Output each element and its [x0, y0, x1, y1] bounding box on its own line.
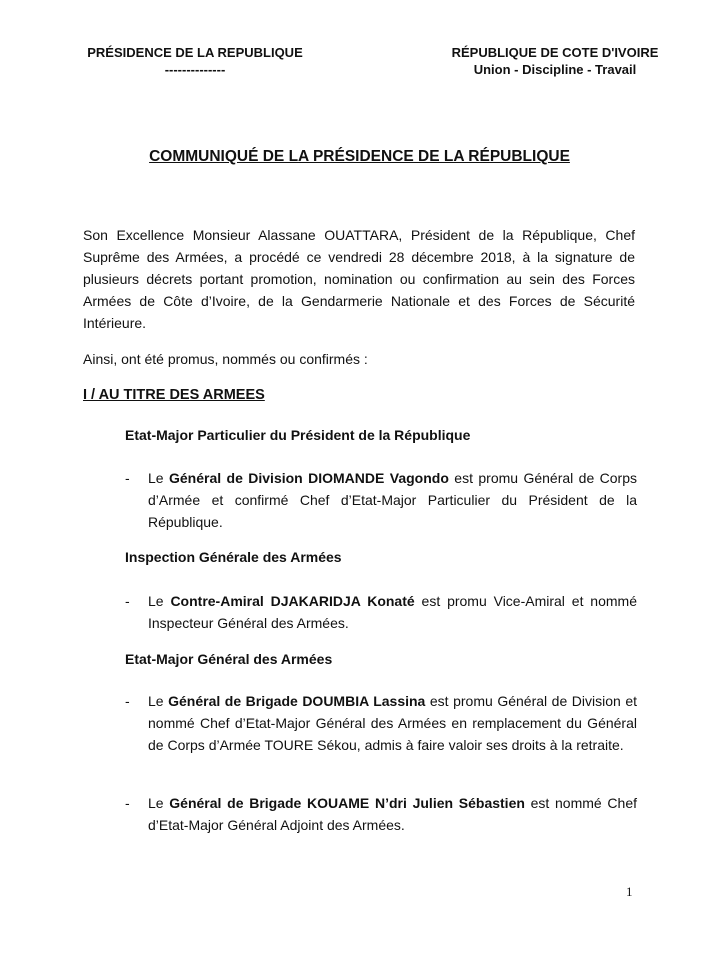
header-right-motto: Union - Discipline - Travail: [473, 62, 637, 77]
list-item-post: est nommé Chef d’Etat-Major Général Adjoint des Armées.: [148, 795, 637, 833]
list-item: [125, 590, 637, 634]
list-item: [125, 690, 637, 756]
list-item-text: [148, 690, 637, 756]
bullet-dash: -: [125, 593, 130, 609]
intro-paragraph: Son Excellence Monsieur Alassane OUATTARA, Président de la République, Chef Suprême des Armées, a procédé ce vendredi 28 décembre 2018, à la signature de plusieurs décrets portant promotion, nomination ou confirmation au sein des Forces Armées de Côte d’Ivoire, de la Gendarmerie Nationale et des Forces de Sécurité Intérieure.: [83, 227, 635, 331]
header-left-title: PRÉSIDENCE DE LA REPUBLIQUE: [87, 45, 303, 60]
list-item-pre: Le: [148, 795, 170, 811]
list-item: [125, 792, 637, 836]
ainsi-paragraph: Ainsi, ont été promus, nommés ou confirmés :: [83, 351, 368, 367]
header-left-rule: --------------: [164, 62, 226, 77]
header-right: [430, 44, 680, 78]
list-item-text: [148, 590, 637, 634]
list-item-pre: Le: [148, 470, 169, 486]
list-item-pre: Le: [148, 593, 171, 609]
list-item-text: [148, 467, 637, 533]
page-number: 1: [626, 884, 633, 899]
subheading-etat-major-general: Etat-Major Général des Armées: [125, 651, 333, 667]
list-item-post: est promu Vice-Amiral et nommé Inspecteur Général des Armées.: [148, 593, 637, 631]
list-item-text: [148, 792, 637, 836]
document-title: COMMUNIQUÉ DE LA PRÉSIDENCE DE LA RÉPUBLIQUE: [149, 148, 570, 165]
header-left: [70, 44, 320, 78]
list-item-name: Général de Brigade KOUAME N’dri Julien Sébastien: [169, 795, 525, 811]
list-item-name: Contre-Amiral DJAKARIDJA Konaté: [170, 593, 415, 609]
header-right-title: RÉPUBLIQUE DE COTE D'IVOIRE: [451, 45, 659, 60]
subheading-etat-major-particulier: Etat-Major Particulier du Président de la République: [125, 427, 471, 443]
bullet-dash: -: [125, 470, 130, 486]
list-item-name: Général de Division DIOMANDE Vagondo: [168, 470, 449, 486]
section-heading: I / AU TITRE DES ARMEES: [83, 387, 265, 403]
list-item-post: est promu Général de Corps d’Armée et confirmé Chef d’Etat-Major Particulier du Président de la République.: [148, 470, 637, 530]
list-item: [125, 467, 637, 533]
list-item-pre: Le: [148, 693, 169, 709]
bullet-dash: -: [125, 795, 130, 811]
list-item-post: est promu Général de Division et nommé Chef d’Etat-Major Général des Armées en remplacement du Général de Corps d’Armée TOURE Sékou, admis à faire valoir ses droits à la retraite.: [148, 693, 637, 753]
list-item-name: Général de Brigade DOUMBIA Lassina: [168, 693, 426, 709]
bullet-dash: -: [125, 693, 130, 709]
subheading-inspection-generale: Inspection Générale des Armées: [125, 549, 342, 565]
